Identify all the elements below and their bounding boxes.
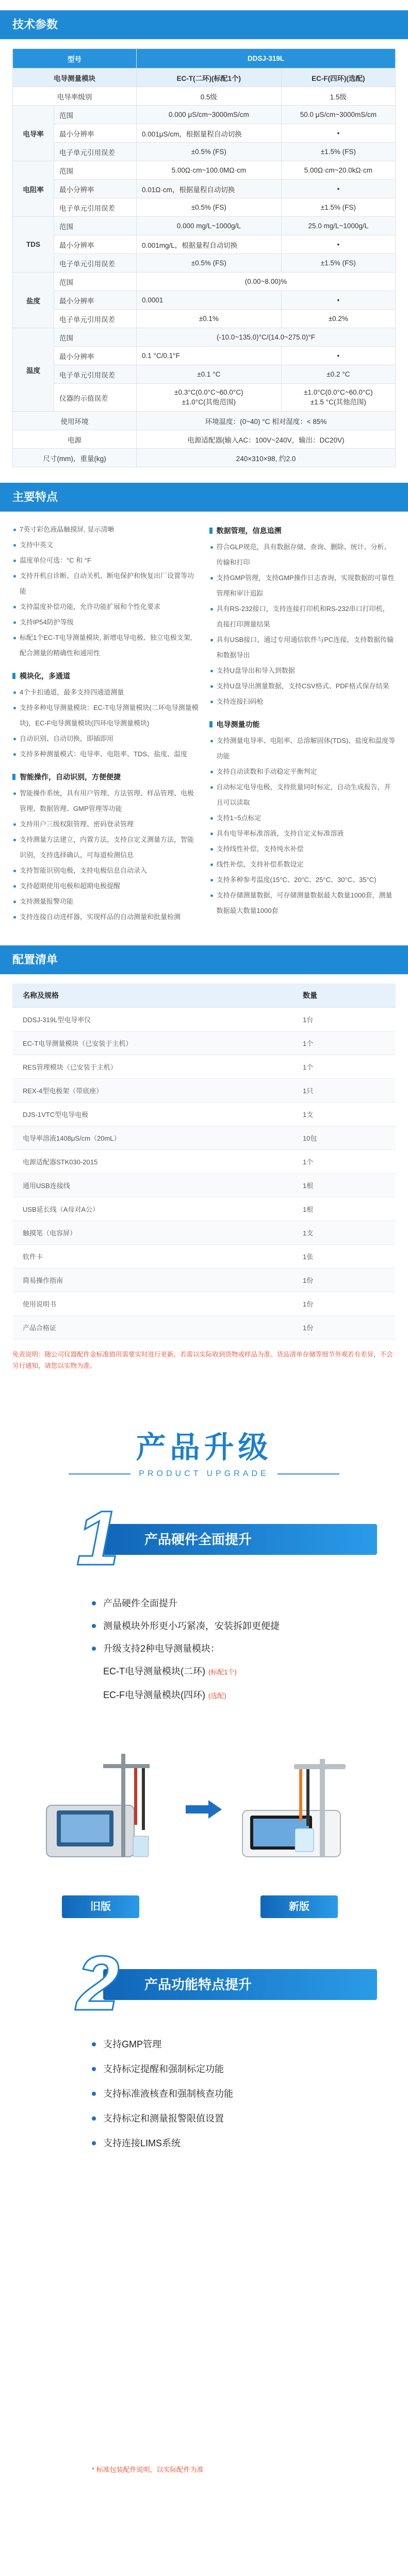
band-title: 产品硬件全面提升 [103, 1524, 377, 1555]
feature-list [12, 685, 199, 762]
cell: 0.0001 [137, 291, 282, 310]
module-name: EC-F电导测量模块(四环) [103, 1689, 205, 1700]
config-item-name: RES管理模块（已安装于主机） [12, 1055, 292, 1078]
cell: (-10.0~135.0)°C/(14.0~275.0)°F [137, 328, 396, 347]
config-item-qty: 1台 [292, 1007, 396, 1031]
config-item-qty: 1张 [292, 1244, 396, 1268]
size-label: 尺寸(mm)，重量(kg) [13, 449, 137, 467]
config-row [12, 1221, 396, 1244]
module-line [92, 1684, 360, 1707]
cell: ±0.1 °C [137, 365, 282, 384]
function-band [0, 1939, 408, 2026]
config-row [12, 1197, 396, 1221]
feature-item: 支持连接自动进样器，实现样品的自动测量和批量检测 [12, 909, 199, 925]
config-item-qty: 1份 [292, 1292, 396, 1315]
feature-list [12, 786, 199, 925]
config-item-name: 触摸笔（电容屏） [12, 1221, 292, 1244]
hardware-band [0, 1494, 408, 1581]
grade-a: 0.5级 [137, 87, 282, 106]
feature-heading: 模块化，多通道 [12, 667, 199, 685]
feature-item: 支持用户三级权限管理、密码登录管理 [12, 817, 199, 832]
config-disclaimer: 免责说明：随公司仪器配件金标准值用需要实时进行更新，若需以实际收到货物或样品为准。货品清单存储等细节外观若有差异，不会另行通知，请您以实物为准。 [12, 1350, 393, 1369]
feature-item: 自动标定电导电极，支持批量同时标定，自动生成报告，并且可以读取 [209, 779, 396, 810]
config-row [12, 1244, 396, 1268]
row-label: 范围 [54, 328, 137, 347]
config-item-qty: 1份 [292, 1268, 396, 1292]
feature-item: 支持U盘导出测量数据，支持CSV格式、PDF格式保存结果 [209, 679, 396, 694]
model-label: 型号 [13, 49, 137, 69]
cell: ±0.5% (FS) [137, 254, 282, 273]
feature-item: 支持多种测量模式：电导率、电阻率、TDS、盐度、温度 [12, 747, 199, 762]
row-label: 范围 [54, 106, 137, 124]
cell: 0.001mg/L，根据量程自动切换 [137, 235, 282, 254]
feature-item: 线性补偿，支持补偿系数设定 [209, 857, 396, 872]
feature-item: 7英寸彩色液晶触摸屏, 显示清晰 [12, 522, 199, 537]
cell: ±0.5% (FS) [137, 198, 282, 217]
config-item-name: DJS-1VTC型电导电极 [12, 1102, 292, 1126]
old-version-label: 旧版 [62, 1895, 139, 1918]
cell-line: ±1.5 °C(其他范围) [310, 398, 366, 406]
config-head-name: 名称及规格 [12, 984, 292, 1007]
cell: ±0.2% [281, 310, 395, 328]
feature-item: 支持存储测量数据，可存储测量数据最大数量1000套，测量数据最大数量1000套 [209, 888, 396, 919]
device-compare [0, 1728, 408, 1939]
band-number: 1 [76, 1494, 120, 1581]
power-label: 电源 [13, 430, 137, 449]
module-label: 电导测量模块 [13, 69, 137, 87]
feature-item: 支持1~5点标定 [209, 810, 396, 826]
function-item: 支持连接LIMS系统 [92, 2131, 360, 2156]
config-item-qty: 1根 [292, 1173, 396, 1197]
row-label: 电子单元引用误差 [54, 365, 137, 384]
grade-b: 1.5级 [281, 87, 395, 106]
feature-item: 支持连接扫码枪 [209, 694, 396, 709]
feature-heading: 电导测量功能 [209, 716, 396, 733]
cell [281, 384, 395, 412]
config-item-qty: 1支 [292, 1221, 396, 1244]
config-head-qty: 数量 [292, 984, 396, 1007]
cell-line: ±0.3°C(0.0°C~60.0°C) [174, 388, 243, 396]
cell: • [281, 124, 395, 143]
cell-line: ±1.0°C(0.0°C~60.0°C) [304, 388, 373, 396]
feature-item: 支持测量方法建立，内置方法，支持自定义测量方法，智能识别，支持选择确认，可每道检测信息 [12, 832, 199, 863]
features-right [209, 522, 396, 925]
config-table [12, 984, 396, 1340]
cat-conductivity: 电导率 [13, 106, 54, 161]
feature-item: 智能操作系统，具有用户管理、方法管理、样品管理、电极管理、数据管理、GMP管理等功能 [12, 786, 199, 817]
spec-section-title: 技术参数 [0, 10, 408, 39]
cell: ±1.5% (FS) [281, 143, 395, 161]
function-item: 支持GMP管理 [92, 2032, 360, 2057]
upgrade-arrow-icon [186, 1800, 222, 1819]
module-tag: (标配1个) [208, 1668, 237, 1676]
feature-heading: 数据管理，信息追溯 [209, 522, 396, 539]
upgrade-footnote: * 标准包装配件说明，以实际配件为准 [92, 2465, 204, 2473]
config-row [12, 1149, 396, 1173]
cell: 5.00Ω·cm~20.0kΩ·cm [281, 161, 395, 180]
feature-item: 支持多种参考温度(15°C、20°C、25°C、30°C、35°C) [209, 872, 396, 888]
row-label: 最小分辨率 [54, 235, 137, 254]
feature-item: 支持超期使用电极和超期电极提醒 [12, 878, 199, 894]
feature-item: 支持GMP管理，支持GMP操作日志查询，实现数据的可靠性管理和审计追踪 [209, 570, 396, 601]
cell: • [281, 347, 395, 365]
cell: • [281, 180, 395, 198]
module-tag: (选配) [208, 1691, 226, 1700]
config-item-qty: 1份 [292, 1315, 396, 1339]
power-value: 电源适配器(输入AC：100V~240V，输出：DC20V) [137, 430, 396, 449]
feature-item: 支持多种电导测量模块：EC-T电导测量模块(二环电导测量模块)，EC-F电导测量模块(四环电导测量模块) [12, 700, 199, 731]
features-left [12, 522, 199, 925]
feature-item: 温度单位可选：°C 和 °F [12, 553, 199, 568]
upgrade-section [0, 1392, 408, 2505]
cell: 0.000 mg/L~1000g/L [137, 217, 282, 235]
cat-resistivity: 电阻率 [13, 161, 54, 217]
feature-item: 支持中英文 [12, 537, 199, 553]
config-item-qty: 1个 [292, 1055, 396, 1078]
features [0, 512, 408, 930]
cell: 0.01Ω·cm，根据量程自动切换 [137, 180, 282, 198]
config-item-qty: 1支 [292, 1102, 396, 1126]
feature-list [209, 539, 396, 709]
feature-item: 支持自动读数和手动稳定平衡判定 [209, 764, 396, 779]
cell: 0.1 °C/0.1°F [137, 347, 282, 365]
new-device-image [237, 1743, 351, 1862]
module-name: EC-T电导测量模块(二环) [103, 1666, 205, 1676]
row-label: 最小分辨率 [54, 180, 137, 198]
row-label: 电子单元引用误差 [54, 254, 137, 273]
row-label: 最小分辨率 [54, 291, 137, 310]
env-label: 使用环境 [13, 412, 137, 430]
config-item-qty: 1根 [292, 1197, 396, 1221]
config-row [12, 1055, 396, 1078]
cell: 0.000 μS/cm~3000mS/cm [137, 106, 282, 124]
config-row [12, 1268, 396, 1292]
function-list [92, 2032, 360, 2156]
hardware-item: 测量模块外形更小巧紧凑，安装拆卸更便捷 [92, 1615, 360, 1637]
feature-list [12, 522, 199, 661]
cell: ±0.2 °C [281, 365, 395, 384]
env-value: 环境温度：(0~40) °C 相对湿度：< 85% [137, 412, 396, 430]
config-row [12, 1126, 396, 1149]
config-item-qty: 1个 [292, 1031, 396, 1055]
band-number: 2 [76, 1939, 120, 2026]
cell: ±1.5% (FS) [281, 198, 395, 217]
hardware-list [92, 1592, 360, 1707]
config-item-name: 电源适配器STK030-2015 [12, 1149, 292, 1173]
feature-item: 具有电导率标准溶液，支持自定义标准溶液 [209, 826, 396, 841]
cat-salinity: 盐度 [13, 273, 54, 328]
cat-temperature: 温度 [13, 328, 54, 412]
cell: • [281, 291, 395, 310]
config-item-name: EC-T电导测量模块（已安装于主机） [12, 1031, 292, 1055]
feature-item: 支持测量电导率、电阻率、总溶解固体(TDS)、盐度和温度等功能 [209, 733, 396, 764]
band-title: 产品功能特点提升 [103, 1969, 377, 2000]
cat-tds: TDS [13, 217, 54, 273]
config-item-name: 简易操作指南 [12, 1268, 292, 1292]
size-value: 240×310×98, 约2.0 [137, 449, 396, 467]
function-item: 支持标定和测量报警限值设置 [92, 2106, 360, 2131]
row-label: 最小分辨率 [54, 347, 137, 365]
row-label: 电子单元引用误差 [54, 310, 137, 328]
config-row [12, 1292, 396, 1315]
new-version-label: 新版 [260, 1895, 338, 1918]
cell: 25.0 mg/L~1000g/L [281, 217, 395, 235]
config-row [12, 1007, 396, 1031]
feature-item: 标配1个EC-T电导测量模块, 新增电导电极、独立电极支架, 配合测量的精确性和通用性 [12, 630, 199, 661]
config-section-title: 配置清单 [0, 945, 408, 974]
config-item-qty: 1只 [292, 1078, 396, 1102]
cell: 5.00Ω·cm~100.0MΩ·cm [137, 161, 282, 180]
old-device-image [41, 1743, 155, 1862]
row-label: 范围 [54, 161, 137, 180]
hardware-item: 升级支持2种电导测量模块： [92, 1637, 360, 1660]
feature-item: 支持线性补偿，支持纯水补偿 [209, 841, 396, 857]
feature-item: 支持智能识别电极，支持电极信息自动录入 [12, 863, 199, 878]
config-row [12, 1078, 396, 1102]
row-label: 电子单元引用误差 [54, 143, 137, 161]
config-item-name: REX-4型电极架（带底座） [12, 1078, 292, 1102]
config-row [12, 1173, 396, 1197]
feature-item: 具有RS-232接口，支持连接打印机和RS-232串口打印机，直接打印测量结果 [209, 601, 396, 632]
features-section-title: 主要特点 [0, 483, 408, 512]
config-item-name: 产品合格证 [12, 1315, 292, 1339]
row-label: 范围 [54, 217, 137, 235]
cell: 0.001μS/cm，根据量程自动切换 [137, 124, 282, 143]
cell: ±0.5% (FS) [137, 143, 282, 161]
config-item-name: 软件卡 [12, 1244, 292, 1268]
module-b: EC-F(四环)(选配) [281, 69, 395, 87]
config-item-name: 通用USB连接线 [12, 1173, 292, 1197]
function-item: 支持标准液核查和强制核查功能 [92, 2081, 360, 2106]
config-item-name: 使用说明书 [12, 1292, 292, 1315]
function-item: 支持标定提醒和强制标定功能 [92, 2057, 360, 2081]
config-item-qty: 10包 [292, 1126, 396, 1149]
config-row [12, 1102, 396, 1126]
upgrade-title: 产品升级 [136, 1430, 272, 1464]
upgrade-title-en: PRODUCT UPGRADE [0, 1469, 408, 1479]
feature-item: 支持U盘导出和导入到数据 [209, 663, 396, 679]
row-label: 仪器的示值误差 [54, 384, 137, 412]
module-a: EC-T(二环)(标配1个) [137, 69, 282, 87]
config-item-name: 电导率溶液1408μS/cm（20mL） [12, 1126, 292, 1149]
cell: ±1.5% (FS) [281, 254, 395, 273]
feature-item: 4个卡扣通道，最多支持四通道测量 [12, 685, 199, 700]
cell: ±0.1% [137, 310, 282, 328]
config-row [12, 1031, 396, 1055]
cell [137, 384, 282, 412]
row-label: 最小分辨率 [54, 124, 137, 143]
cell: • [281, 235, 395, 254]
cell-line: ±1.0°C(其他范围) [182, 398, 236, 406]
feature-heading: 智能操作，自动识别，方便便捷 [12, 768, 199, 786]
feature-item: 符合GLP规范，具有数据存储、查询、删除、统计、分析、传输和打印 [209, 539, 396, 570]
config-item-name: DDSJ-319L型电导率仪 [12, 1007, 292, 1031]
feature-item: 支持开机自诊断、自动关机、断电保护和恢复出厂设置等功能 [12, 568, 199, 599]
grade-label: 电导率级别 [13, 87, 137, 106]
config-body [12, 1007, 396, 1339]
config-row [12, 1315, 396, 1339]
cell: (0.00~8.00)% [137, 273, 396, 291]
feature-list [209, 733, 396, 919]
spec-table [12, 48, 396, 467]
row-label: 电子单元引用误差 [54, 198, 137, 217]
config-item-qty: 1个 [292, 1149, 396, 1173]
model-value: DDSJ-319L [137, 49, 396, 69]
feature-item: 支持温度补偿功能，允许功能扩展和个性化要求 [12, 599, 199, 615]
cell: 50.0 μS/cm~3000mS/cm [281, 106, 395, 124]
config-item-name: USB延长线（A母对A公） [12, 1197, 292, 1221]
feature-item: 自动识别、自动切换，即插即用 [12, 731, 199, 747]
module-line [92, 1660, 360, 1684]
feature-item: 支持IP54防护等级 [12, 615, 199, 630]
hardware-item: 产品硬件全面提升 [92, 1592, 360, 1615]
row-label: 范围 [54, 273, 137, 291]
feature-item: 支持测量报警功能 [12, 894, 199, 909]
feature-item: 具有USB接口，通过专用通信软件与PC连接，支持数据传输和数据导出 [209, 632, 396, 663]
